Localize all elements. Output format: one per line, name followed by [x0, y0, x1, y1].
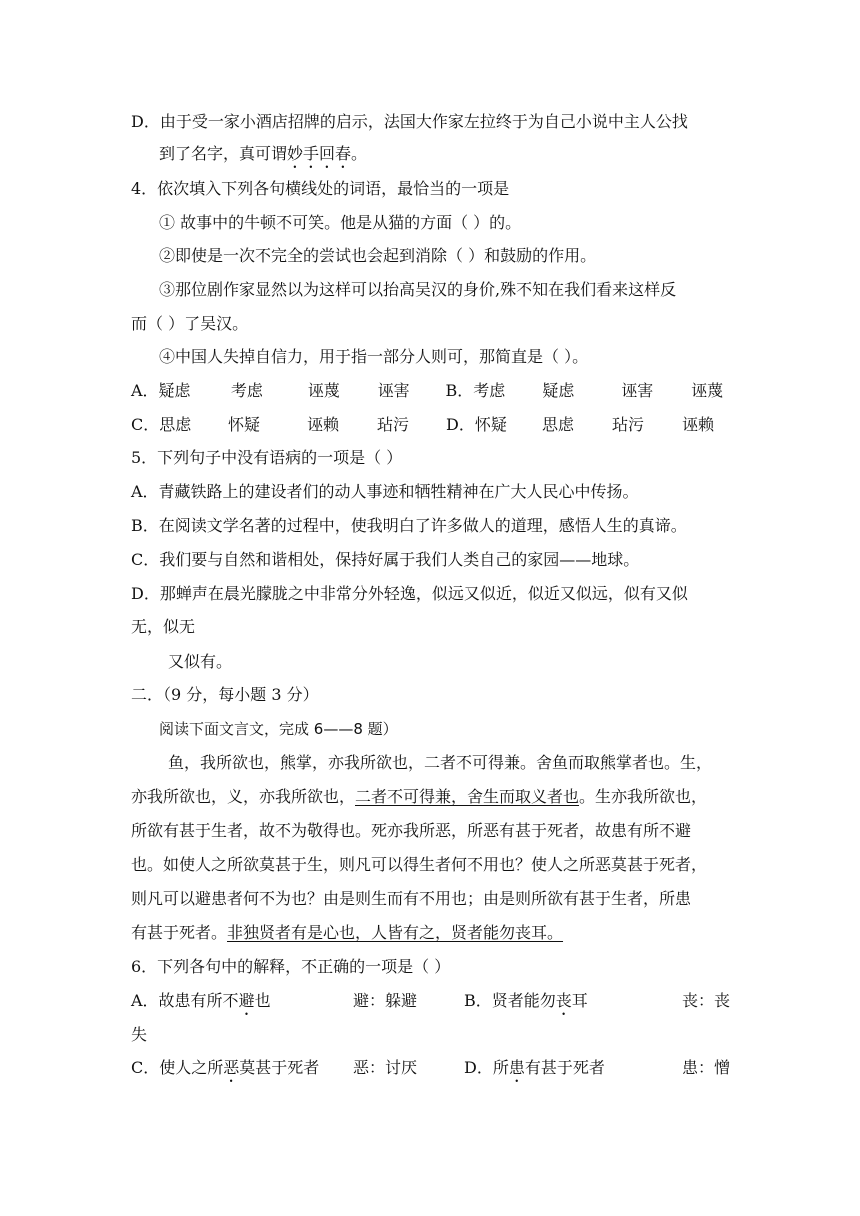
q5-option-a: A．青藏铁路上的建设者们的动人事迹和牺牲精神在广大人民心中传扬。: [131, 482, 639, 501]
q6-option-a-text: A．故患有所不: [131, 991, 239, 1010]
passage-line-1: 鱼，我所欲也，熊掌，亦我所欲也，二者不可得兼。舍鱼而取熊掌者也。生，: [168, 753, 713, 772]
q4-sentence-3a: ③那位剧作家显然以为这样可以抬高吴汉的身价,殊不知在我们看来这样反: [159, 280, 677, 299]
q3-option-d-end: 。: [351, 144, 368, 163]
section-2-heading: 二．（9 分，每小题 3 分）: [131, 685, 319, 704]
passage-line-6: [131, 922, 731, 944]
q6-option-d-key-char: 患: [508, 1058, 525, 1077]
passage-line-5: 则凡可以避患者何不为也？由是则生而有不用也；由是则所欲有甚于生者，所患: [131, 889, 692, 908]
q6-option-a-gloss: 避：躲避: [353, 991, 418, 1010]
q6-option-d-end: 有甚于死者: [524, 1058, 605, 1077]
q4-option-c-word3: 诬赖: [307, 415, 340, 434]
q5-option-d-line3: 又似有。: [168, 652, 233, 671]
q6-row-cd: [131, 1057, 731, 1079]
passage-underlined-sentence-1: 二者不可得兼，舍生而取义者也: [355, 787, 580, 806]
q6-option-c: [131, 1057, 319, 1086]
q4-option-b-word3: 诬害: [621, 381, 654, 400]
q4-sentence-1: ① 故事中的牛顿不可笑。他是从猫的方面（ ）的。: [159, 213, 522, 232]
q4-sentence-3b: 而（ ）了吴汉。: [131, 314, 249, 333]
q6-option-b-end: 耳: [571, 991, 588, 1010]
q4-sentence-4: ④中国人失掉自信力，用于指一部分人则可，那简直是（ ）。: [159, 347, 589, 366]
q4-options-cd: [131, 414, 731, 436]
q3-option-d-line1: D．由于受一家小酒店招牌的启示，法国大作家左拉终于为自己小说中主人公找: [131, 112, 688, 131]
q6-option-b-gloss: 丧：丧: [682, 991, 731, 1010]
q5-option-c: C．我们要与自然和谐相处，保持好属于我们人类自己的家园——地球。: [131, 550, 640, 569]
q4-option-a-word2: 考虑: [230, 381, 263, 400]
q6-option-a: [131, 990, 271, 1019]
q6-option-c-key-char: 恶: [223, 1058, 240, 1077]
q5-stem: 5．下列句子中没有语病的一项是（ ）: [131, 448, 403, 467]
passage-line-4: 也。如使人之所欲莫甚于生，则凡可以得生者何不用也？使人之所恶莫甚于死者，: [131, 855, 708, 874]
q6-option-b-key-char: 丧: [555, 991, 572, 1010]
section-2-instruction: 阅读下面文言文，完成 6——8 题）: [159, 720, 398, 738]
passage-underlined-sentence-2: 非独贤者有是心也，人皆有之，贤者能勿丧耳。: [227, 923, 564, 942]
q5-option-d-line1: D．那蝉声在晨光朦胧之中非常分外轻逸，似远又似近，似近又似远，似有又似: [131, 584, 688, 603]
q6-option-c-gloss: 恶：讨厌: [353, 1058, 418, 1077]
q4-option-d: D．怀疑: [446, 415, 507, 434]
passage-line-2: [131, 786, 731, 808]
q4-option-c: C．思虑: [131, 415, 192, 434]
q5-option-d-line2: 无，似无: [131, 617, 196, 636]
q4-option-a: A．疑虑: [131, 381, 191, 400]
q6-option-d-text: D．所: [464, 1058, 509, 1077]
q4-option-d-word4: 诬赖: [682, 415, 715, 434]
q5-option-b: B．在阅读文学名著的过程中，使我明白了许多做人的道理，感悟人生的真谛。: [131, 516, 687, 535]
passage-line-3: 所欲有甚于生者，故不为敬得也。死亦我所恶，所恶有甚于死者，故患有所不避: [131, 821, 692, 840]
passage-line-2-end: 。生亦我所欲也，: [579, 787, 708, 806]
q4-option-d-word2: 思虑: [542, 415, 575, 434]
q6-option-b: [464, 990, 588, 1019]
q4-options-ab: [131, 380, 731, 402]
q4-option-b: B．考虑: [445, 381, 506, 400]
q4-option-b-word2: 疑虑: [542, 381, 575, 400]
q6-option-a-key-char: 避: [238, 991, 255, 1010]
q4-option-d-word3: 玷污: [612, 415, 645, 434]
passage-line-2-start: 亦我所欲也，义，亦我所欲也，: [131, 787, 356, 806]
q6-option-d: [464, 1057, 605, 1086]
q6-stem: 6．下列各句中的解释，不正确的一项是（ ）: [131, 957, 451, 976]
q4-sentence-2: ②即使是一次不完全的尝试也会起到消除（ ）和鼓励的作用。: [159, 246, 597, 265]
q4-option-a-word3: 诬蔑: [307, 381, 340, 400]
q4-option-c-word4: 玷污: [377, 415, 410, 434]
q4-option-c-word2: 怀疑: [228, 415, 261, 434]
q6-option-d-gloss: 患：憎: [682, 1058, 731, 1077]
q3-emphasized-idiom: 妙手回春: [287, 144, 352, 163]
q6-option-c-text: C．使人之所: [131, 1058, 224, 1077]
q4-stem: 4．依次填入下列各句横线处的词语，最恰当的一项是: [131, 179, 510, 198]
q4-option-b-word4: 诬蔑: [691, 381, 724, 400]
q6-row-ab: [131, 990, 731, 1012]
q6-option-b-text: B．贤者能勿: [464, 991, 556, 1010]
q6-option-b-gloss-cont: 失: [131, 1025, 148, 1044]
q6-option-c-end: 莫甚于死者: [239, 1058, 320, 1077]
passage-line-6-start: 有甚于死者。: [131, 923, 228, 942]
q3-option-d-text: 到了名字，真可谓: [159, 144, 288, 163]
q6-option-a-end: 也: [254, 991, 271, 1010]
q4-option-a-word4: 诬害: [377, 381, 410, 400]
q3-option-d-line2: [159, 143, 759, 165]
